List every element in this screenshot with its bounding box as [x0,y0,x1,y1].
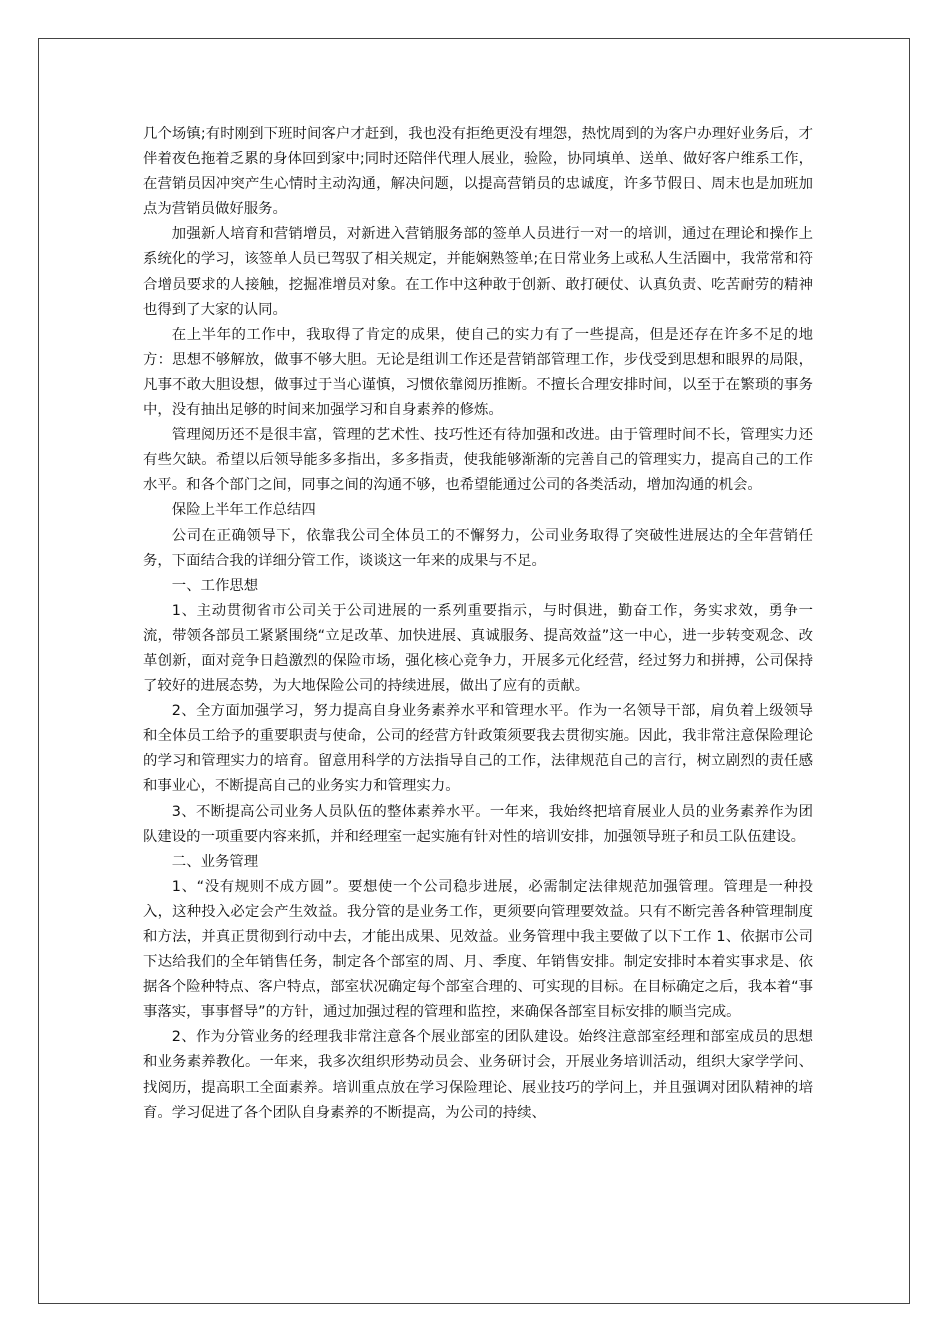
document-body [143,122,813,1126]
paragraph: 在上半年的工作中，我取得了肯定的成果，使自己的实力有了一些提高，但是还存在许多不足的地方：思想不够解放，做事不够大胆。无论是组训工作还是营销部管理工作，步伐受到思想和眼界的局限，凡事不敢大胆设想，做事过于当心谨慎，习惯依靠阅历推断。不擅长合理安排时间，以至于在繁琐的事务中，没有抽出足够的时间来加强学习和自身素养的修炼。 [143,326,813,419]
paragraph: 2、全方面加强学习，努力提高自身业务素养水平和管理水平。作为一名领导干部，肩负着上级领导和全体员工给予的重要职责与使命，公司的经营方针政策须要我去贯彻实施。因此，我非常注意保险理论的学习和管理实力的培育。留意用科学的方法指导自己的工作，法律规范自己的言行，树立剧烈的责任感和事业心，不断提高自己的业务实力和管理实力。 [143,703,813,795]
paragraph: 1、“没有规则不成方圆”。要想使一个公司稳步进展，必需制定法律规范加强管理。管理是一种投入，这种投入必定会产生效益。我分管的是业务工作，更须要向管理要效益。只有不断完善各种管理制度和方法，并真正贯彻到行动中去，才能出成果、见效益。业务管理中我主要做了以下工作 1、依据市公司下达给我们的全年销售任务，制定各个部室的周、月、季度、年销售安排。制定安排时本着实事求是、依据各个险种特点、客户特点，部室状况确定每个部室合理的、可实现的目标。在目标确定之后，我本着“事事落实，事事督导”的方针，通过加强过程的管理和监控，来确保各部室目标安排的顺当完成。 [143,878,813,1021]
paragraph: 加强新人培育和营销增员，对新进入营销服务部的签单人员进行一对一的培训，通过在理论和操作上系统化的学习，该签单人员已驾驭了相关规定，并能娴熟签单;在日常业务上或私人生活圈中，我常常和符合增员要求的人接触，挖掘准增员对象。在工作中这种敢于创新、敢打硬仗、认真负责、吃苦耐劳的精神也得到了大家的认同。 [143,226,813,318]
section-heading: 二、业务管理 [171,853,259,870]
paragraph: 3、不断提高公司业务人员队伍的整体素养水平。一年来，我始终把培育展业人员的业务素养作为团队建设的一项重要内容来抓，并和经理室一起实施有针对性的培训安排，加强领导班子和员工队伍建设。 [143,803,813,845]
section-heading: 一、工作思想 [171,577,259,594]
paragraph: 公司在正确领导下，依靠我公司全体员工的不懈努力，公司业务取得了突破性进展达的全年营销任务，下面结合我的详细分管工作，谈谈这一年来的成果与不足。 [143,527,813,569]
paragraph: 管理阅历还不是很丰富，管理的艺术性、技巧性还有待加强和改进。由于管理时间不长，管理实力还有些欠缺。希望以后领导能多多指出，多多指责，使我能够渐渐的完善自己的管理实力，提高自己的工作水平。和各个部门之间，同事之间的沟通不够，也希望能通过公司的各类活动，增加沟通的机会。 [143,427,813,494]
section-title: 保险上半年工作总结四 [171,502,316,519]
paragraph: 1、主动贯彻省市公司关于公司进展的一系列重要指示，与时俱进，勤奋工作，务实求效，勇争一流，带领各部员工紧紧围绕“立足改革、加快进展、真诚服务、提高效益”这一中心，进一步转变观念、改革创新，面对竞争日趋激烈的保险市场，强化核心竞争力，开展多元化经营，经过努力和拼搏，公司保持了较好的进展态势，为大地保险公司的持续进展，做出了应有的贡献。 [143,602,813,695]
paragraph: 2、作为分管业务的经理我非常注意各个展业部室的团队建设。始终注意部室经理和部室成员的思想和业务素养教化。一年来，我多次组织形势动员会、业务研讨会，开展业务培训活动，组织大家学学问、找阅历，提高职工全面素养。培训重点放在学习保险理论、展业技巧的学问上，并且强调对团队精神的培育。学习促进了各个团队自身素养的不断提高，为公司的持续、 [143,1029,813,1121]
paragraph-continuation: 几个场镇;有时刚到下班时间客户才赶到，我也没有拒绝更没有埋怨，热忱周到的为客户办理好业务后，才伴着夜色拖着乏累的身体回到家中;同时还陪伴代理人展业，验险，协同填单、送单、做好客户维系工作，在营销员因冲突产生心情时主动沟通，解决问题，以提高营销员的忠诚度，许多节假日、周末也是加班加点为营销员做好服务。 [143,126,813,218]
